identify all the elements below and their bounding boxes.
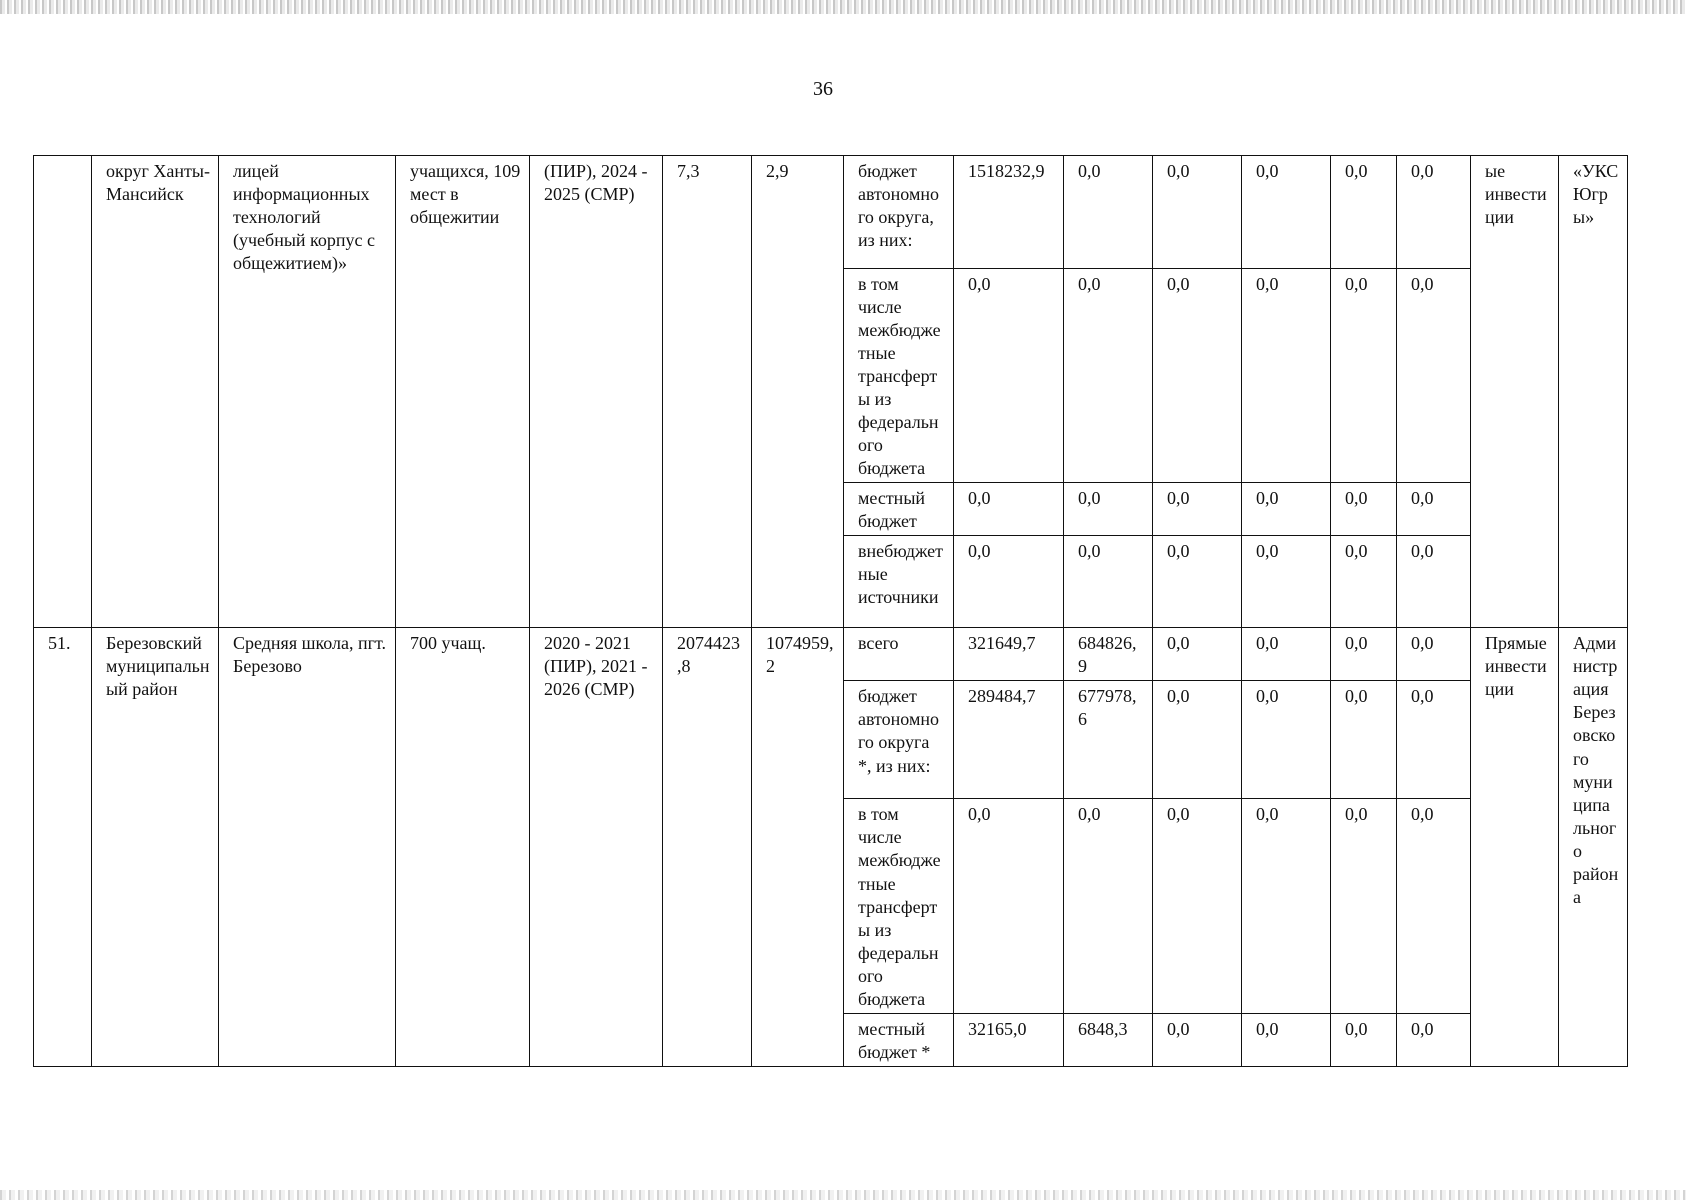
value-cell: 0,0 (1242, 269, 1331, 483)
period-cell: 2020 - 2021 (ПИР), 2021 - 2026 (СМР) (530, 628, 663, 1066)
value-cell: 0,0 (1242, 628, 1331, 681)
value-cell: 0,0 (1331, 156, 1397, 269)
value-cell: 6848,3 (1064, 1013, 1153, 1066)
value-cell: 0,0 (1397, 628, 1471, 681)
source-name-cell: местный бюджет (844, 483, 954, 536)
value-cell: 684826,9 (1064, 628, 1153, 681)
source-name-cell: местный бюджет * (844, 1013, 954, 1066)
value-cell: 0,0 (1397, 681, 1471, 799)
object-name-cell: лицей информационных технологий (учебный корпус с общежитием)» (219, 156, 396, 628)
value-cell: 0,0 (1064, 536, 1153, 628)
value-cell: 0,0 (954, 536, 1064, 628)
funding-type-cell: Прямые инвестиции (1471, 628, 1559, 1066)
value-cell: 0,0 (1397, 536, 1471, 628)
value-cell: 0,0 (1242, 483, 1331, 536)
cost-cell-2: 2,9 (752, 156, 844, 628)
value-cell: 0,0 (1331, 269, 1397, 483)
row-number-cell: 51. (34, 628, 92, 1066)
scan-artifact-bottom (0, 1190, 1686, 1200)
capacity-cell: 700 учащ. (396, 628, 530, 1066)
municipality-cell: Березовский муниципальный район (92, 628, 219, 1066)
value-cell: 0,0 (1331, 536, 1397, 628)
source-name-cell: внебюджетные источники (844, 536, 954, 628)
value-cell: 677978,6 (1064, 681, 1153, 799)
object-name-cell: Средняя школа, пгт. Березово (219, 628, 396, 1066)
municipality-cell: округ Ханты-Мансийск (92, 156, 219, 628)
value-cell: 0,0 (1242, 1013, 1331, 1066)
value-cell: 289484,7 (954, 681, 1064, 799)
value-cell: 0,0 (1242, 536, 1331, 628)
value-cell: 0,0 (1331, 681, 1397, 799)
value-cell: 0,0 (1397, 799, 1471, 1013)
value-cell: 0,0 (1153, 536, 1242, 628)
source-name-cell: в том числе межбюджетные трансферты из федерального бюджета (844, 799, 954, 1013)
value-cell: 0,0 (954, 483, 1064, 536)
value-cell: 0,0 (1064, 269, 1153, 483)
value-cell: 0,0 (1242, 799, 1331, 1013)
value-cell: 0,0 (1331, 799, 1397, 1013)
table-row (34, 628, 1628, 681)
value-cell: 0,0 (1153, 799, 1242, 1013)
scan-artifact-top (0, 0, 1686, 14)
source-name-cell: бюджет автономного округа, из них: (844, 156, 954, 269)
value-cell: 1518232,9 (954, 156, 1064, 269)
value-cell: 0,0 (1153, 156, 1242, 269)
value-cell: 0,0 (1397, 1013, 1471, 1066)
value-cell: 0,0 (1242, 156, 1331, 269)
value-cell: 0,0 (1331, 628, 1397, 681)
value-cell: 32165,0 (954, 1013, 1064, 1066)
period-cell: (ПИР), 2024 - 2025 (СМР) (530, 156, 663, 628)
cost-cell: 7,3 (663, 156, 752, 628)
value-cell: 0,0 (1397, 269, 1471, 483)
customer-cell: «УКС Югры» (1559, 156, 1628, 628)
value-cell: 0,0 (954, 799, 1064, 1013)
value-cell: 0,0 (1153, 681, 1242, 799)
value-cell: 0,0 (1331, 1013, 1397, 1066)
value-cell: 0,0 (1331, 483, 1397, 536)
value-cell: 0,0 (954, 269, 1064, 483)
value-cell: 0,0 (1153, 628, 1242, 681)
customer-cell: Администрация Березовского муниципального района (1559, 628, 1628, 1066)
cost-cell-2: 1074959,2 (752, 628, 844, 1066)
cost-cell: 2074423,8 (663, 628, 752, 1066)
value-cell: 0,0 (1153, 483, 1242, 536)
row-number-cell (34, 156, 92, 628)
source-name-cell: всего (844, 628, 954, 681)
value-cell: 0,0 (1064, 483, 1153, 536)
source-name-cell: бюджет автономного округа *, из них: (844, 681, 954, 799)
value-cell: 0,0 (1153, 1013, 1242, 1066)
value-cell: 0,0 (1064, 799, 1153, 1013)
table-row (34, 156, 1628, 269)
value-cell: 321649,7 (954, 628, 1064, 681)
capacity-cell: учащихся, 109 мест в общежитии (396, 156, 530, 628)
value-cell: 0,0 (1397, 156, 1471, 269)
page-number: 36 (813, 78, 833, 100)
value-cell: 0,0 (1397, 483, 1471, 536)
value-cell: 0,0 (1153, 269, 1242, 483)
funding-type-cell: ые инвестиции (1471, 156, 1559, 628)
investment-objects-table (33, 155, 1628, 1067)
source-name-cell: в том числе межбюджетные трансферты из федерального бюджета (844, 269, 954, 483)
value-cell: 0,0 (1242, 681, 1331, 799)
value-cell: 0,0 (1064, 156, 1153, 269)
